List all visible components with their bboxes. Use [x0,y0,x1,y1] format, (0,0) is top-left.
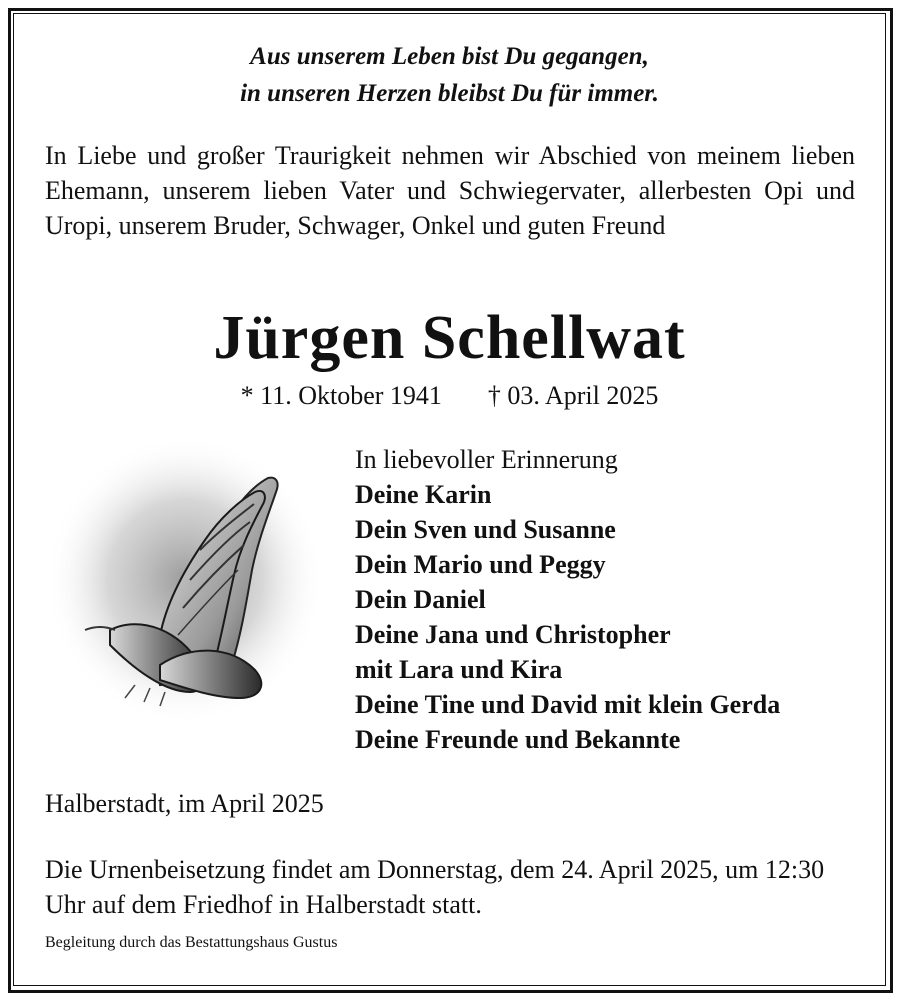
deceased-name: Jürgen Schellwat [213,304,686,372]
undertaker-credit: Begleitung durch das Bestattungshaus Gustus [45,934,338,951]
mourner-line: Deine Karin [355,480,492,509]
mourner-line: Dein Mario und Peggy [355,550,606,579]
life-dates [0,378,899,414]
mourner-line: Deine Freunde und Bekannte [355,725,681,754]
mourner-line: Dein Sven und Susanne [355,515,616,544]
death-date: † 03. April 2025 [487,381,659,410]
mourner-line: Deine Jana und Christopher [355,620,671,649]
birth-date: * 11. Oktober 1941 [240,381,442,410]
motto [0,38,899,112]
motto-line-1: Aus unserem Leben bist Du gegangen, [250,43,649,70]
mourners-intro: In liebevoller Erinnerung [355,445,618,474]
urn-notice: Die Urnenbeisetzung findet am Donnerstag, dem 24. April 2025, um 12:30 Uhr auf dem Friedhof in Halberstadt statt. [45,855,825,919]
intro-text: In Liebe und großer Traurigkeit nehmen wir Abschied von meinem lieben Ehemann, unserem lieben Vater und Schwiegervater, allerbesten Opi und Uropi, unserem Bruder, Schwager, Onkel und guten Freund [45,141,855,240]
place-date: Halberstadt, im April 2025 [45,789,324,818]
mourner-line: Dein Daniel [355,585,486,614]
praying-hands-icon [40,430,330,730]
mourners-list [355,442,875,757]
mourner-line: Deine Tine und David mit klein Gerda [355,690,781,719]
mourner-line: mit Lara und Kira [355,655,563,684]
motto-line-2: in unseren Herzen bleibst Du für immer. [240,80,659,107]
